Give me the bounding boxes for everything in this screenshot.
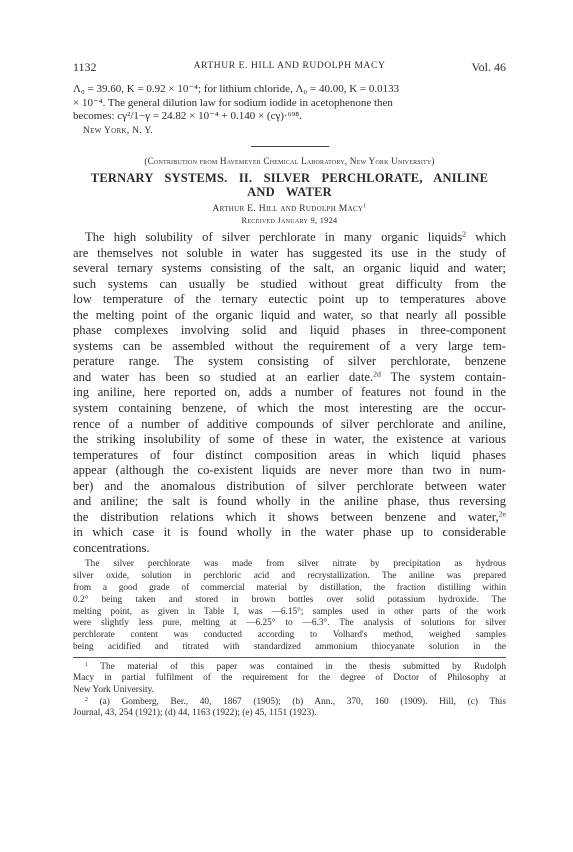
text-line: were slightly less pure, melting at —6.25° to —6.3°. The analysis of solutions for silver <box>73 618 506 629</box>
footnote-marker: 2d <box>373 369 381 379</box>
footnote-line: Macy in partial fulfilment of the requirement for the degree of Doctor of Philosophy at <box>73 673 506 684</box>
text-line: being acidified and titrated with standardized ammonium thiocyanate solution in the <box>73 642 506 653</box>
running-head <box>73 60 506 76</box>
previous-article-ending <box>73 83 506 138</box>
text-line: system containing benzene, of which the most interesting are the occur- <box>73 401 506 416</box>
author-byline <box>73 203 506 214</box>
footnote-marker: 1 <box>85 661 88 668</box>
text-line: The silver perchlorate was made from silver nitrate by precipitation as hydrous <box>85 559 506 570</box>
footnote-marker: 2 <box>462 229 467 239</box>
text-line: perature range. The system consisting of silver perchlorate, benzene <box>73 354 506 369</box>
received-date: Received January 9, 1924 <box>241 216 338 225</box>
text-line: low temperature of the ternary eutectic point up to temperatures above <box>73 292 506 307</box>
running-head-authors: ARTHUR E. HILL AND RUDOLPH MACY <box>193 61 386 71</box>
text-line: The high solubility of silver perchlorate in many organic liquids$^2$ which <box>85 229 506 244</box>
footnote-line: New York University. <box>73 685 155 696</box>
text-line: are themselves not soluble in water has suggested its use in the study of <box>73 245 506 260</box>
text-line: appear (although the co-existent liquids are never more than two in num- <box>73 463 506 478</box>
text-line: and aniline; the salt is found wholly in the aniline phase, thus reversing <box>73 494 506 509</box>
text-line: melting point, as given in Table I, was —6.15°; samples used in other parts of the work <box>73 606 506 617</box>
text-line: silver oxide, solution in perchloric acid and recrystallization. The aniline was prepared <box>73 571 506 582</box>
text-line: × 10⁻⁴. The general dilution law for sodium iodide in acetophenone then <box>73 96 393 109</box>
footnotes <box>73 662 506 720</box>
text-line: temperatures of four distinct composition areas in which liquid phases <box>73 447 506 462</box>
volume-label: Vol. 46 <box>471 60 506 74</box>
text-line: Λ₀ = 39.60, K = 0.92 × 10⁻⁴; for lithium chloride, Λ₀ = 40.00, K = 0.0133 <box>73 83 400 95</box>
text-line: systems can be assembled without the requirement of a very large tem- <box>73 338 506 353</box>
text-line: such systems can usually be studied without great difficulty from the <box>73 276 506 291</box>
footnote-line: $^2$ (a) Gomberg, Ber., 40, 1867 (1905); (b) Ann., 370, 160 (1909). Hill, (c) This <box>85 696 506 707</box>
text-line: and water has been so studied at an earlier date.$^{2d}$ The system contain- <box>73 369 506 384</box>
section-divider <box>251 146 329 147</box>
text-line: the distribution relations which it shows between benzene and water,$^{2e}$ <box>73 509 506 524</box>
experimental-paragraph <box>73 559 506 653</box>
article-title <box>73 171 506 199</box>
journal-page <box>73 60 506 720</box>
title-line: AND WATER <box>247 185 332 199</box>
contribution-line: (Contribution from Havemeyer Chemical Laboratory, New York University) <box>144 156 435 166</box>
text-line: 0.2° being taken and stored in brown bottles over solid potassium hydroxide. The <box>73 594 506 605</box>
text-line: rence of a number of additive compounds of silver perchlorate and aniline, <box>73 416 506 431</box>
page-number: 1132 <box>73 60 97 74</box>
text-line: from a good grade of commercial material by distillation, the fraction distilling within <box>73 583 506 594</box>
text-line: ing aniline, here reported on, adds a number of features not found in the <box>73 385 506 400</box>
text-line: perchlorate content was conducted according to Volhard's method, weighed samples <box>73 630 506 641</box>
title-line: TERNARY SYSTEMS. II. SILVER PERCHLORATE, ANILINE <box>90 171 489 185</box>
text-line: ber) and the anomalous distribution of silver perchlorate between water <box>73 478 506 493</box>
author-names: Arthur E. Hill and Rudolph Macy <box>212 203 364 214</box>
article-body <box>73 230 506 556</box>
footnote-divider <box>73 657 506 658</box>
text-line: the melting point of the organic liquid and water, so that nearly all possible <box>73 307 506 322</box>
footnote-marker: 1 <box>363 203 367 210</box>
footnote-marker: 2 <box>85 696 88 703</box>
footnote-line: $^1$ The material of this paper was contained in the thesis submitted by Rudolph <box>85 661 506 672</box>
footnote-line: Journal, 43, 254 (1921); (d) 44, 1163 (1922); (e) 45, 1151 (1923). <box>73 708 317 719</box>
text-line: several ternary systems consisting of the salt, an organic liquid and water; <box>73 261 506 276</box>
text-line: in which case it is found wholly in the water phase up to considerable <box>73 525 506 540</box>
text-line: phase complexes involving solid and liquid phases in three-component <box>73 323 506 338</box>
text-line: concentrations. <box>73 540 150 555</box>
affiliation-location: New York, N. Y. <box>83 125 153 136</box>
text-line: the striking insolubility of some of these in water, the existence at various <box>73 432 506 447</box>
footnote-marker: 2e <box>498 509 506 519</box>
text-line: becomes: cγ²/1−γ = 24.82 × 10⁻⁴ + 0.140 × (cγ)·⁶⁹⁸. <box>73 110 302 122</box>
